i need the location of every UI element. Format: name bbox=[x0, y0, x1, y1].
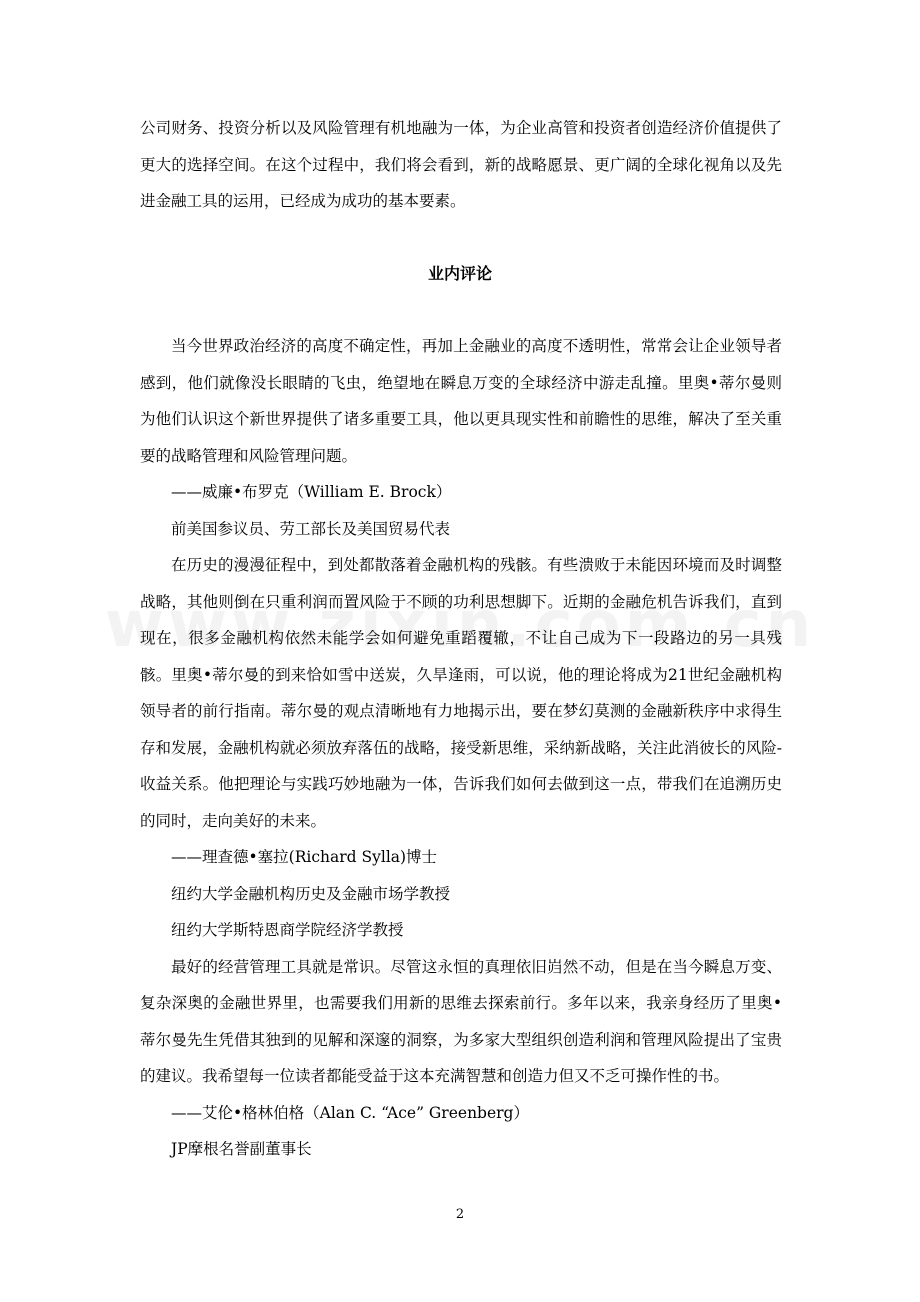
page-number: 2 bbox=[455, 1207, 465, 1222]
review-author: ——理查德•塞拉(Richard Sylla)博士 bbox=[171, 848, 438, 866]
review-author: ——艾伦•格林伯格（Alan C. “Ace” Greenberg） bbox=[171, 1103, 529, 1122]
section-title: 业内评论 bbox=[427, 264, 492, 283]
intro-paragraph bbox=[140, 110, 782, 220]
review-author-title: 前美国参议员、劳工部长及美国贸易代表 bbox=[171, 519, 451, 538]
review-quote: 最好的经营管理工具就是常识。尽管这永恒的真理依旧岿然不动，但是在当今瞬息万变、复杂深奥的金融世界里，也需要我们用新的思维去探索前行。多年以来，我亲身经历了里奥•蒂尔曼先生凭借其独到的见解和深邃的洞察，为多家大型组织创造利润和管理风险提出了宝贵的建议。我希望每一位读者都能受益于这本充满智慧和创造力但又不乏可操作性的书。 bbox=[140, 957, 782, 1085]
reviews-section bbox=[140, 328, 782, 1168]
review-quote: 当今世界政治经济的高度不确定性，再加上金融业的高度不透明性，常常会让企业领导者感到，他们就像没长眼睛的飞虫，绝望地在瞬息万变的全球经济中游走乱撞。里奥•蒂尔曼则为他们认识这个新世界提供了诸多重要工具，他以更具现实性和前瞻性的思维，解决了至关重要的战略管理和风险管理问题。 bbox=[140, 337, 782, 465]
review-author-title: JP摩根名誉副董事长 bbox=[171, 1140, 312, 1158]
review-brock bbox=[140, 328, 782, 547]
review-author: ——威廉•布罗克（William E. Brock） bbox=[171, 483, 452, 501]
review-author-title: 纽约大学斯特恩商学院经济学教授 bbox=[171, 921, 404, 939]
review-quote: 在历史的漫漫征程中，到处都散落着金融机构的残骸。有些溃败于未能因环境而及时调整战略，其他则倒在只重利润而置风险于不顾的功利思想脚下。近期的金融危机告诉我们，直到现在，很多金融机构依然未能学会如何避免重蹈覆辙，不让自己成为下一段路边的另一具残骸。里奥•蒂尔曼的到来恰如雪中送炭，久旱逢雨，可以说，他的理论将成为21世纪金融机构领导者的前行指南。蒂尔曼的观点清晰地有力地揭示出，要在梦幻莫测的金融新秩序中求得生存和发展，金融机构就必须放弃落伍的战略，接受新思维，采纳新战略，关注此消彼长的风险-收益关系。他把理论与实践巧妙地融为一体，告诉我们如何去做到这一点，带我们在追溯历史的同时，走向美好的未来。 bbox=[140, 556, 782, 830]
review-author-title: 纽约大学金融机构历史及金融市场学教授 bbox=[171, 884, 451, 903]
review-sylla bbox=[140, 547, 782, 949]
intro-text: 公司财务、投资分析以及风险管理有机地融为一体，为企业高管和投资者创造经济价值提供了更大的选择空间。在这个过程中，我们将会看到，新的战略愿景、更广阔的全球化视角以及先进金融工具的运用，已经成为成功的基本要素。 bbox=[140, 119, 782, 210]
review-greenberg bbox=[140, 949, 782, 1168]
